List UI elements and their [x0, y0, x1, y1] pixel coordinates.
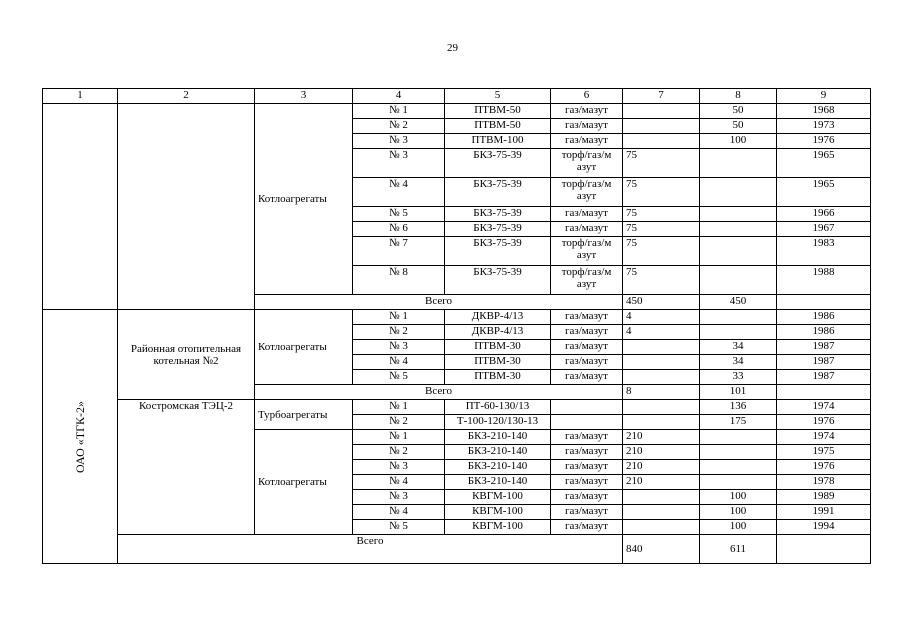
station-cell-blank [118, 104, 255, 310]
unit-model-cell: БКЗ-75-39 [445, 266, 551, 295]
value-col-7-cell [623, 119, 700, 134]
value-col-7-cell: 4 [623, 325, 700, 340]
value-col-7-cell [623, 134, 700, 149]
year-cell: 1968 [777, 104, 871, 119]
year-cell: 1988 [777, 266, 871, 295]
unit-number-cell: № 3 [353, 134, 445, 149]
total-col-7-cell: 840 [623, 535, 700, 564]
fuel-type-cell [551, 415, 623, 430]
value-col-7-cell [623, 340, 700, 355]
page-number: 29 [447, 42, 458, 54]
fuel-type-cell: газ/мазут [551, 520, 623, 535]
unit-number-cell: № 3 [353, 460, 445, 475]
fuel-type-cell [551, 400, 623, 415]
year-cell: 1967 [777, 222, 871, 237]
value-col-8-cell [700, 430, 777, 445]
value-col-7-cell: 75 [623, 266, 700, 295]
fuel-type-cell: газ/мазут [551, 310, 623, 325]
fuel-type-cell: газ/мазут [551, 207, 623, 222]
year-cell: 1987 [777, 340, 871, 355]
unit-model-cell: БКЗ-75-39 [445, 237, 551, 266]
value-col-7-cell [623, 505, 700, 520]
fuel-type-cell: газ/мазут [551, 460, 623, 475]
fuel-type-cell: газ/мазут [551, 430, 623, 445]
unit-number-cell: № 3 [353, 340, 445, 355]
unit-number-cell: № 5 [353, 207, 445, 222]
fuel-type-cell: газ/мазут [551, 505, 623, 520]
value-col-8-cell [700, 178, 777, 207]
value-col-8-cell [700, 325, 777, 340]
equipment-table [42, 88, 871, 564]
fuel-type-cell: торф/газ/м азут [551, 149, 623, 178]
table-row [43, 310, 871, 325]
year-cell: 1976 [777, 134, 871, 149]
year-cell: 1976 [777, 460, 871, 475]
fuel-type-cell: газ/мазут [551, 445, 623, 460]
unit-model-cell: ПТВМ-50 [445, 119, 551, 134]
category-cell: Котлоагрегаты [255, 310, 353, 385]
value-col-7-cell [623, 104, 700, 119]
unit-number-cell: № 4 [353, 505, 445, 520]
header-col-2: 2 [118, 89, 255, 104]
value-col-7-cell: 210 [623, 475, 700, 490]
unit-number-cell: № 7 [353, 237, 445, 266]
fuel-type-cell: торф/газ/м азут [551, 237, 623, 266]
table-row [43, 400, 871, 415]
year-cell: 1974 [777, 430, 871, 445]
total-col-9-cell [777, 535, 871, 564]
year-cell: 1986 [777, 310, 871, 325]
unit-number-cell: № 6 [353, 222, 445, 237]
fuel-type-cell: газ/мазут [551, 490, 623, 505]
unit-number-cell: № 3 [353, 490, 445, 505]
value-col-7-cell [623, 400, 700, 415]
table-body [43, 89, 871, 564]
year-cell: 1994 [777, 520, 871, 535]
org-cell-blank [43, 104, 118, 310]
fuel-type-cell: торф/газ/м азут [551, 266, 623, 295]
total-col-7-cell: 450 [623, 295, 700, 310]
organization-label: ОАО «ТГК-2» [73, 400, 87, 473]
table-row [43, 104, 871, 119]
unit-model-cell: ПТВМ-30 [445, 355, 551, 370]
year-cell: 1965 [777, 149, 871, 178]
unit-number-cell: № 2 [353, 119, 445, 134]
unit-model-cell: ПТВМ-100 [445, 134, 551, 149]
value-col-7-cell: 75 [623, 207, 700, 222]
unit-model-cell: КВГМ-100 [445, 490, 551, 505]
category-cell: Котлоагрегаты [255, 430, 353, 535]
value-col-8-cell: 34 [700, 355, 777, 370]
fuel-type-cell: газ/мазут [551, 222, 623, 237]
year-cell: 1965 [777, 178, 871, 207]
unit-number-cell: № 1 [353, 400, 445, 415]
value-col-8-cell [700, 237, 777, 266]
unit-model-cell: БКЗ-75-39 [445, 207, 551, 222]
total-label-cell: Всего [255, 385, 623, 400]
header-col-6: 6 [551, 89, 623, 104]
year-cell: 1987 [777, 355, 871, 370]
year-cell: 1989 [777, 490, 871, 505]
unit-model-cell: ПТ-60-130/13 [445, 400, 551, 415]
unit-model-cell: БКЗ-210-140 [445, 460, 551, 475]
total-col-9-cell [777, 295, 871, 310]
unit-number-cell: № 2 [353, 445, 445, 460]
fuel-type-cell: торф/газ/м азут [551, 178, 623, 207]
unit-number-cell: № 1 [353, 430, 445, 445]
year-cell: 1983 [777, 237, 871, 266]
unit-number-cell: № 4 [353, 475, 445, 490]
unit-number-cell: № 1 [353, 104, 445, 119]
year-cell: 1978 [777, 475, 871, 490]
value-col-7-cell [623, 415, 700, 430]
value-col-8-cell [700, 310, 777, 325]
value-col-8-cell [700, 460, 777, 475]
year-cell: 1966 [777, 207, 871, 222]
unit-number-cell: № 8 [353, 266, 445, 295]
unit-number-cell: № 2 [353, 325, 445, 340]
total-col-7-cell: 8 [623, 385, 700, 400]
header-col-8: 8 [700, 89, 777, 104]
value-col-8-cell: 100 [700, 134, 777, 149]
year-cell: 1987 [777, 370, 871, 385]
value-col-8-cell [700, 475, 777, 490]
table-header-row [43, 89, 871, 104]
fuel-type-cell: газ/мазут [551, 104, 623, 119]
fuel-type-cell: газ/мазут [551, 355, 623, 370]
value-col-8-cell [700, 445, 777, 460]
value-col-8-cell [700, 266, 777, 295]
value-col-8-cell [700, 222, 777, 237]
value-col-8-cell: 136 [700, 400, 777, 415]
value-col-7-cell [623, 370, 700, 385]
value-col-8-cell: 100 [700, 490, 777, 505]
value-col-8-cell: 100 [700, 505, 777, 520]
value-col-7-cell [623, 520, 700, 535]
unit-number-cell: № 4 [353, 178, 445, 207]
unit-model-cell: КВГМ-100 [445, 505, 551, 520]
unit-number-cell: № 2 [353, 415, 445, 430]
header-col-1: 1 [43, 89, 118, 104]
unit-model-cell: БКЗ-210-140 [445, 445, 551, 460]
value-col-8-cell: 34 [700, 340, 777, 355]
fuel-type-cell: газ/мазут [551, 340, 623, 355]
header-col-5: 5 [445, 89, 551, 104]
unit-model-cell: БКЗ-75-39 [445, 149, 551, 178]
year-cell: 1986 [777, 325, 871, 340]
fuel-type-cell: газ/мазут [551, 119, 623, 134]
unit-model-cell: ПТВМ-50 [445, 104, 551, 119]
value-col-8-cell: 100 [700, 520, 777, 535]
organization-cell [43, 310, 118, 564]
unit-model-cell: БКЗ-210-140 [445, 475, 551, 490]
year-cell: 1991 [777, 505, 871, 520]
unit-model-cell: БКЗ-75-39 [445, 222, 551, 237]
value-col-8-cell: 33 [700, 370, 777, 385]
category-cell: Котлоагрегаты [255, 104, 353, 295]
value-col-8-cell [700, 207, 777, 222]
unit-number-cell: № 4 [353, 355, 445, 370]
unit-model-cell: ДКВР-4/13 [445, 310, 551, 325]
value-col-7-cell: 75 [623, 149, 700, 178]
total-label-cell: Всего [255, 295, 623, 310]
fuel-type-cell: газ/мазут [551, 475, 623, 490]
unit-model-cell: БКЗ-210-140 [445, 430, 551, 445]
value-col-7-cell: 210 [623, 430, 700, 445]
unit-number-cell: № 5 [353, 520, 445, 535]
total-col-8-cell: 450 [700, 295, 777, 310]
category-cell: Турбоагрегаты [255, 400, 353, 430]
fuel-type-cell: газ/мазут [551, 134, 623, 149]
value-col-7-cell: 75 [623, 222, 700, 237]
header-col-7: 7 [623, 89, 700, 104]
value-col-8-cell [700, 149, 777, 178]
header-col-4: 4 [353, 89, 445, 104]
total-col-8-cell: 611 [700, 535, 777, 564]
value-col-8-cell: 175 [700, 415, 777, 430]
unit-model-cell: ДКВР-4/13 [445, 325, 551, 340]
year-cell: 1974 [777, 400, 871, 415]
value-col-7-cell: 210 [623, 445, 700, 460]
value-col-8-cell: 50 [700, 104, 777, 119]
total-col-8-cell: 101 [700, 385, 777, 400]
unit-number-cell: № 5 [353, 370, 445, 385]
unit-model-cell: Т-100-120/130-13 [445, 415, 551, 430]
value-col-7-cell: 75 [623, 178, 700, 207]
value-col-7-cell: 4 [623, 310, 700, 325]
unit-model-cell: ПТВМ-30 [445, 370, 551, 385]
total-label-cell: Всего [118, 535, 623, 564]
unit-number-cell: № 1 [353, 310, 445, 325]
year-cell: 1975 [777, 445, 871, 460]
table-row [43, 535, 871, 564]
unit-number-cell: № 3 [353, 149, 445, 178]
year-cell: 1973 [777, 119, 871, 134]
unit-model-cell: БКЗ-75-39 [445, 178, 551, 207]
year-cell: 1976 [777, 415, 871, 430]
unit-model-cell: ПТВМ-30 [445, 340, 551, 355]
header-col-3: 3 [255, 89, 353, 104]
unit-model-cell: КВГМ-100 [445, 520, 551, 535]
header-col-9: 9 [777, 89, 871, 104]
station-name-cell: Костромская ТЭЦ-2 [118, 400, 255, 535]
value-col-7-cell [623, 355, 700, 370]
value-col-7-cell: 75 [623, 237, 700, 266]
fuel-type-cell: газ/мазут [551, 370, 623, 385]
value-col-8-cell: 50 [700, 119, 777, 134]
value-col-7-cell [623, 490, 700, 505]
value-col-7-cell: 210 [623, 460, 700, 475]
station-name-cell: Районная отопительная котельная №2 [118, 310, 255, 400]
total-col-9-cell [777, 385, 871, 400]
fuel-type-cell: газ/мазут [551, 325, 623, 340]
